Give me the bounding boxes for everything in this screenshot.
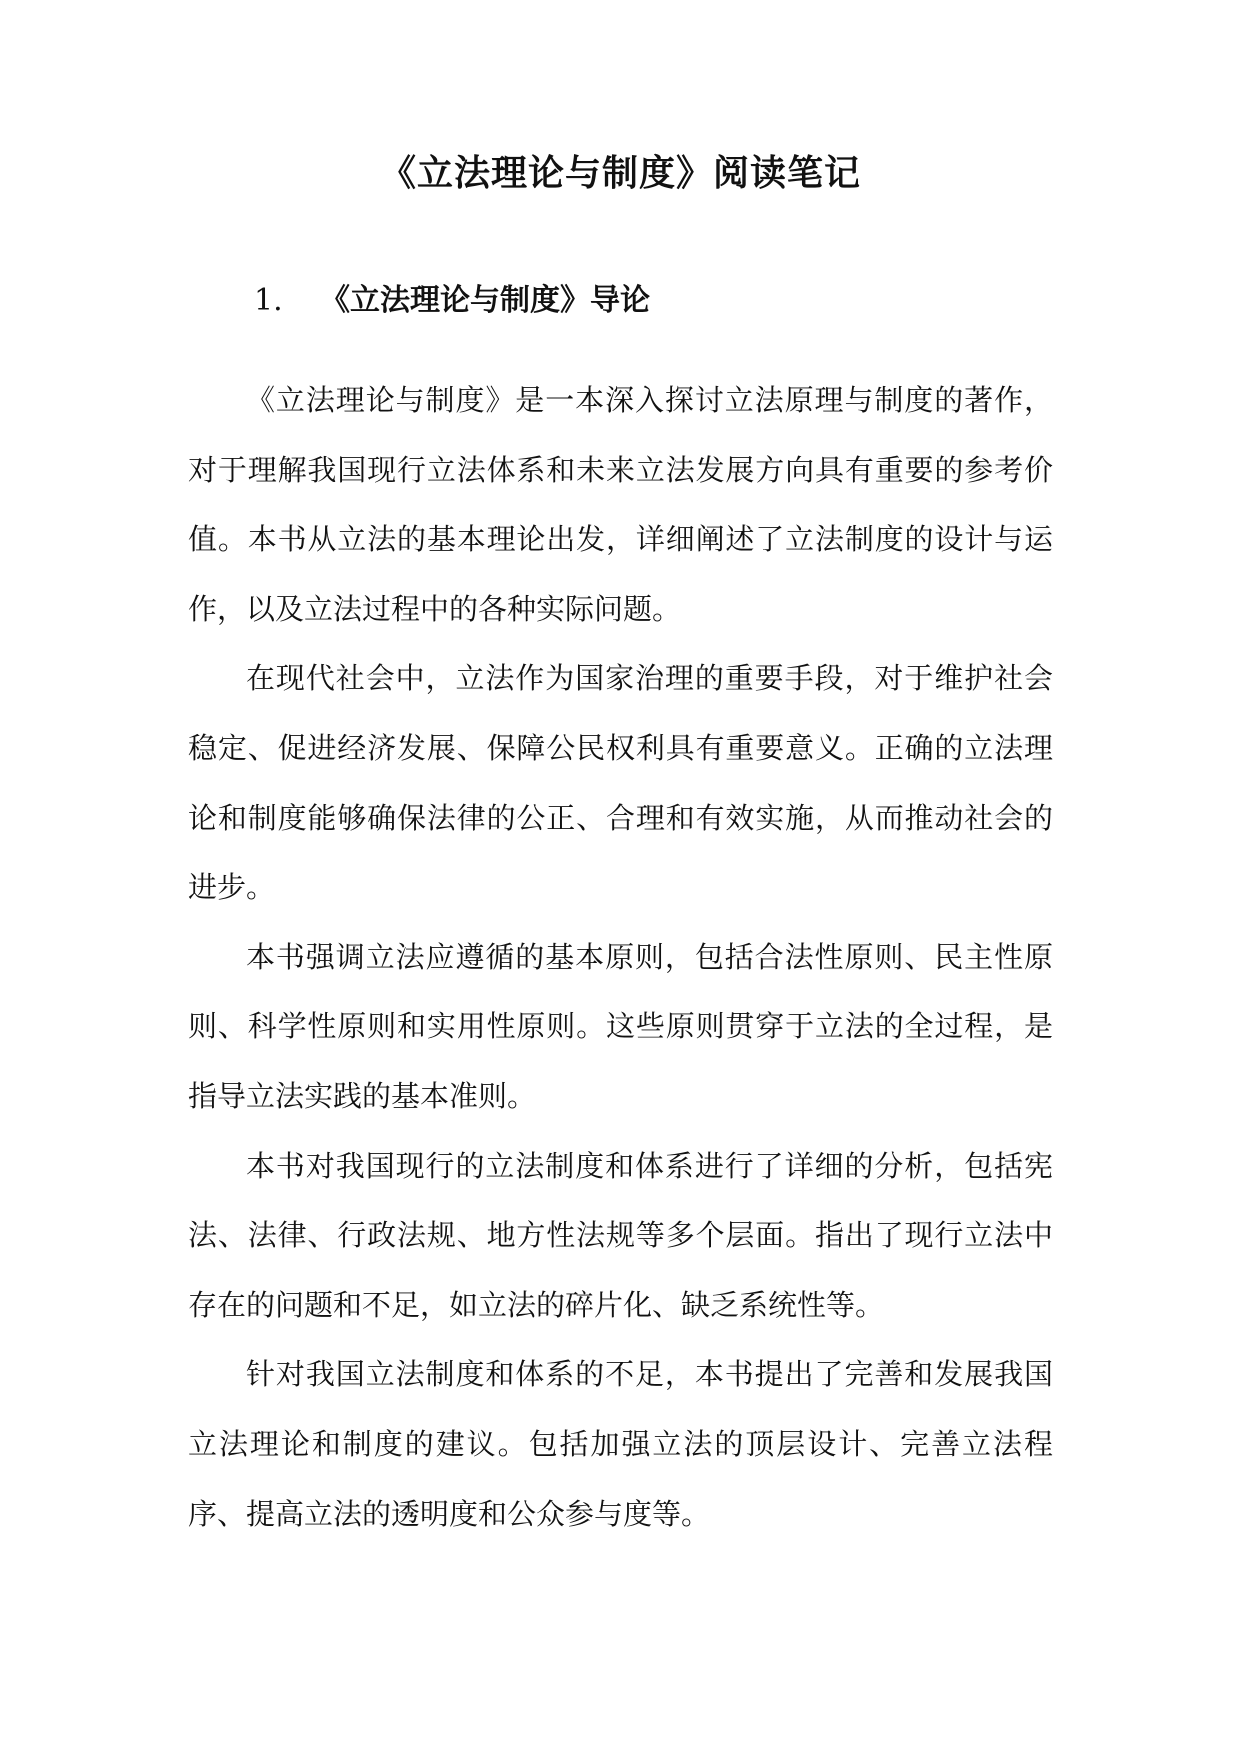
- section-body: [188, 366, 1053, 1549]
- section-number: 1.: [254, 283, 283, 318]
- paragraph: 《立法理论与制度》是一本深入探讨立法原理与制度的著作，对于理解我国现行立法体系和未来立法发展方向具有重要的参考价值。本书从立法的基本理论出发，详细阐述了立法制度的设计与运作，以及立法过程中的各种实际问题。: [188, 383, 1053, 626]
- section-heading: [254, 279, 1134, 323]
- document-title: 《立法理论与制度》阅读笔记: [379, 153, 861, 194]
- paragraph: 针对我国立法制度和体系的不足，本书提出了完善和发展我国立法理论和制度的建议。包括加强立法的顶层设计、完善立法程序、提高立法的透明度和公众参与度等。: [188, 1357, 1053, 1531]
- paragraph: 本书强调立法应遵循的基本原则，包括合法性原则、民主性原则、科学性原则和实用性原则。这些原则贯穿于立法的全过程，是指导立法实践的基本准则。: [188, 939, 1053, 1113]
- paragraph: 在现代社会中，立法作为国家治理的重要手段，对于维护社会稳定、促进经济发展、保障公民权利具有重要意义。正确的立法理论和制度能够确保法律的公正、合理和有效实施，从而推动社会的进步。: [188, 661, 1053, 905]
- section-heading-text: 《立法理论与制度》导论: [320, 283, 650, 318]
- paragraph: 本书对我国现行的立法制度和体系进行了详细的分析，包括宪法、法律、行政法规、地方性法规等多个层面。指出了现行立法中存在的问题和不足，如立法的碎片化、缺乏系统性等。: [188, 1148, 1053, 1322]
